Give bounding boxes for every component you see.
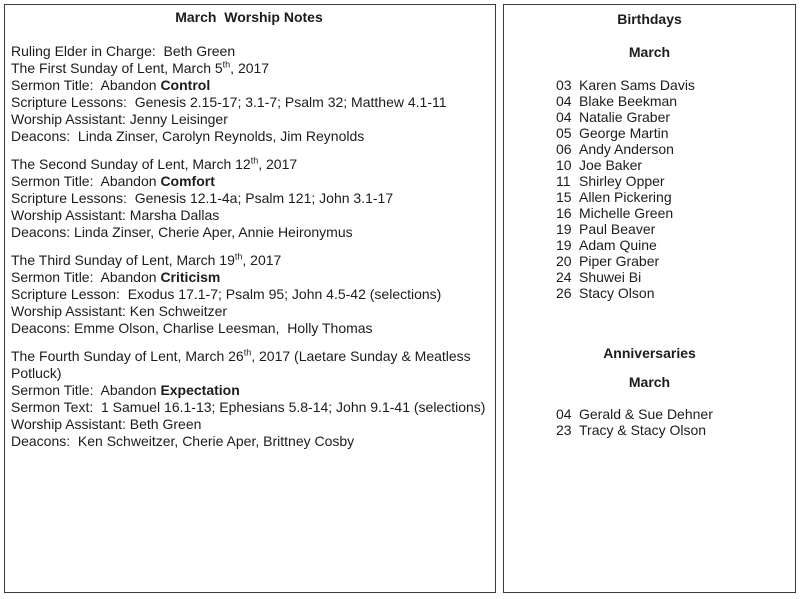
entry-day: 23	[556, 422, 572, 438]
entry-name: Michelle Green	[579, 205, 674, 221]
entry-name: Blake Beekman	[579, 93, 678, 109]
date-ordinal-suffix: th	[222, 59, 231, 70]
list-item	[556, 125, 787, 141]
service-date-suffix: , 2017	[230, 60, 270, 76]
service-section	[11, 348, 487, 450]
entry-name: Shirley Opper	[579, 173, 665, 189]
list-item	[556, 77, 787, 93]
ruling-elder-line: Ruling Elder in Charge: Beth Green	[11, 43, 236, 59]
entry-day: 10	[556, 157, 572, 173]
entry-day: 16	[556, 205, 572, 221]
entry-day: 04	[556, 406, 572, 422]
birthdays-heading: Birthdays	[617, 11, 682, 27]
entry-name: Joe Baker	[579, 157, 643, 173]
sermon-title-keyword: Expectation	[160, 382, 240, 398]
date-ordinal-suffix: th	[234, 251, 243, 262]
entry-day: 11	[556, 173, 571, 189]
service-date-line	[11, 252, 487, 269]
scripture-line: Sermon Text: 1 Samuel 16.1-13; Ephesians 5.8-14; John 9.1-41 (selections)	[11, 399, 486, 415]
sermon-title-keyword: Control	[160, 77, 211, 93]
entry-name: Shuwei Bi	[579, 269, 642, 285]
services-list	[11, 60, 487, 450]
service-date-suffix: , 2017	[242, 252, 282, 268]
sermon-title-line	[11, 77, 487, 94]
list-item	[556, 173, 787, 189]
date-ordinal-suffix: th	[243, 347, 252, 358]
service-date-prefix: The Third Sunday of Lent, March 19	[11, 252, 235, 268]
sermon-title-line	[11, 173, 487, 190]
entry-name: George Martin	[579, 125, 669, 141]
service-date-prefix: The First Sunday of Lent, March 5	[11, 60, 223, 76]
sermon-title-label: Sermon Title: Abandon	[11, 382, 161, 398]
list-item	[556, 93, 787, 109]
list-item	[556, 285, 787, 301]
worship-notes-title: March Worship Notes	[175, 9, 323, 25]
entry-name: Andy Anderson	[579, 141, 674, 157]
entry-day: 26	[556, 285, 572, 301]
list-item	[556, 221, 787, 237]
entry-name: Stacy Olson	[579, 285, 655, 301]
list-item	[556, 109, 787, 125]
service-date-prefix: The Second Sunday of Lent, March 12	[11, 156, 251, 172]
list-item	[556, 205, 787, 221]
entry-name: Allen Pickering	[579, 189, 672, 205]
list-item	[556, 422, 787, 438]
worship-assistant-line: Worship Assistant: Marsha Dallas	[11, 207, 220, 223]
sermon-title-label: Sermon Title: Abandon	[11, 269, 161, 285]
anniversaries-month: March	[628, 374, 671, 390]
list-item	[556, 189, 787, 205]
scripture-line: Scripture Lessons: Genesis 2.15-17; 3.1-7; Psalm 32; Matthew 4.1-11	[11, 94, 447, 110]
list-item	[556, 141, 787, 157]
worship-assistant-line: Worship Assistant: Beth Green	[11, 416, 202, 432]
entry-name: Adam Quine	[579, 237, 657, 253]
entry-name: Tracy & Stacy Olson	[579, 422, 707, 438]
service-date-line	[11, 60, 487, 77]
entry-day: 03	[556, 77, 572, 93]
anniversaries-list	[512, 406, 787, 438]
list-item	[556, 406, 787, 422]
service-date-prefix: The Fourth Sunday of Lent, March 26	[11, 348, 244, 364]
entry-day: 05	[556, 125, 572, 141]
deacons-line: Deacons: Linda Zinser, Carolyn Reynolds, Jim Reynolds	[11, 128, 365, 144]
deacons-line: Deacons: Linda Zinser, Cherie Aper, Annie Heironymus	[11, 224, 353, 240]
service-section	[11, 252, 487, 337]
scripture-line: Scripture Lessons: Genesis 12.1-4a; Psalm 121; John 3.1-17	[11, 190, 394, 206]
entry-day: 19	[556, 221, 572, 237]
entry-name: Natalie Graber	[579, 109, 671, 125]
list-item	[556, 157, 787, 173]
scripture-line: Scripture Lesson: Exodus 17.1-7; Psalm 95; John 4.5-42 (selections)	[11, 286, 442, 302]
entry-day: 19	[556, 237, 572, 253]
worship-notes-panel	[4, 4, 496, 593]
celebrations-panel	[503, 4, 796, 593]
birthdays-list	[512, 77, 787, 301]
list-item	[556, 253, 787, 269]
entry-day: 15	[556, 189, 572, 205]
deacons-line: Deacons: Ken Schweitzer, Cherie Aper, Brittney Cosby	[11, 433, 355, 449]
sermon-title-label: Sermon Title: Abandon	[11, 77, 161, 93]
deacons-line: Deacons: Emme Olson, Charlise Leesman, Holly Thomas	[11, 320, 373, 336]
sermon-title-label: Sermon Title: Abandon	[11, 173, 161, 189]
anniversaries-heading: Anniversaries	[603, 345, 696, 361]
list-item	[556, 237, 787, 253]
entry-name: Piper Graber	[579, 253, 660, 269]
entry-name: Paul Beaver	[579, 221, 656, 237]
sermon-title-line	[11, 269, 487, 286]
date-ordinal-suffix: th	[250, 155, 259, 166]
service-date-suffix: , 2017	[258, 156, 298, 172]
service-section	[11, 156, 487, 241]
sermon-title-keyword: Comfort	[160, 173, 215, 189]
service-date-line	[11, 156, 487, 173]
worship-assistant-line: Worship Assistant: Ken Schweitzer	[11, 303, 228, 319]
entry-day: 24	[556, 269, 572, 285]
worship-assistant-line: Worship Assistant: Jenny Leisinger	[11, 111, 228, 127]
entry-name: Gerald & Sue Dehner	[579, 406, 713, 422]
entry-day: 20	[556, 253, 572, 269]
entry-day: 04	[556, 109, 572, 125]
entry-name: Karen Sams Davis	[579, 77, 695, 93]
sermon-title-keyword: Criticism	[160, 269, 221, 285]
service-date-line	[11, 348, 487, 382]
entry-day: 06	[556, 141, 572, 157]
list-item	[556, 269, 787, 285]
service-date-suffix: , 2017 (Laetare Sunday & Meatless Potluck)	[11, 348, 475, 381]
entry-day: 04	[556, 93, 572, 109]
sermon-title-line	[11, 382, 487, 399]
birthdays-month: March	[628, 44, 671, 60]
service-section	[11, 60, 487, 145]
